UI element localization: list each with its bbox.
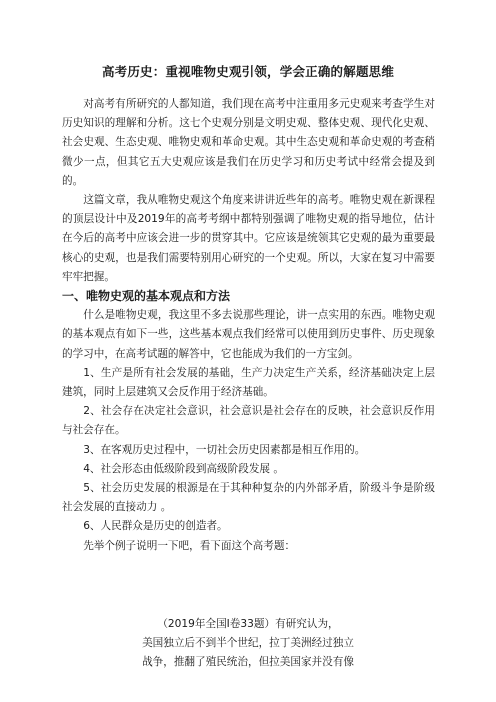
document-body xyxy=(62,95,435,556)
quote-line: （2019年全国Ⅰ卷33题）有研究认为， xyxy=(157,618,339,630)
section-paragraph: 什么是唯物史观，我这里不多去说那些理论，讲一点实用的东西。唯物史观的基本观点有如下一些，这些基本观点我们经常可以使用到历史事件、历史现象的学习中，在高考试题的解答中，它也能成为我们的一方宝剑。 xyxy=(62,309,435,360)
list-item: 2、社会存在决定社会意识，社会意识是社会存在的反映，社会意识反作用与社会存在。 xyxy=(62,405,435,437)
list-item: 1、生产是所有社会发展的基础，生产力决定生产关系，经济基础决定上层建筑，同时上层建筑又会反作用于经济基础。 xyxy=(62,366,435,399)
list-item: 4、社会形态由低级阶段到高级阶段发展 。 xyxy=(83,462,284,475)
intro-paragraph-2: 这篇文章，我从唯物史观这个角度来讲讲近些年的高考。唯物史观在新课程的顶层设计中及2019年的高考考纲中都特别强调了唯物史观的指导地位，估计在今后的高考中应该会进一步的贯穿其中。它应该是统领其它史观的最为重要最核心的史观，也是我们需要特别用心研究的一个史观。所以，大家在复习中需要牢牢把握。 xyxy=(62,194,435,283)
section-heading: 一、唯物史观的基本观点和方法 xyxy=(62,289,231,304)
intro-paragraph-1: 对高考有所研究的人都知道，我们现在高考中注重用多元史观来考查学生对历史知识的理解和分析。这七个史观分别是文明史观、整体史观、现代化史观、社会史观、生态史观、唯物史观和革命史观。其中生态史观和革命史观的考查稍微少一点，但其它五大史观应该是我们在历史学习和历史考试中经常会提及到的。 xyxy=(62,98,435,187)
quote-line: 战争，推翻了殖民统治，但拉美国家并没有像 xyxy=(142,656,354,668)
section-paragraph: 先举个例子说明一下吧，看下面这个高考题： xyxy=(83,539,296,552)
list-item: 5、社会历史发展的根源是在于其种种复杂的内外部矛盾，阶级斗争是阶级社会发展的直接动力 。 xyxy=(62,482,435,514)
quote-line: 美国独立后不到半个世纪，拉丁美洲经过独立 xyxy=(142,637,354,649)
list-item: 6、人民群众是历史的创造者。 xyxy=(83,520,228,533)
list-item: 3、在客观历史过程中，一切社会历史因素都是相互作用的。 xyxy=(83,443,366,456)
document-title: 高考历史：重视唯物史观引领，学会正确的解题思维 xyxy=(101,64,395,79)
